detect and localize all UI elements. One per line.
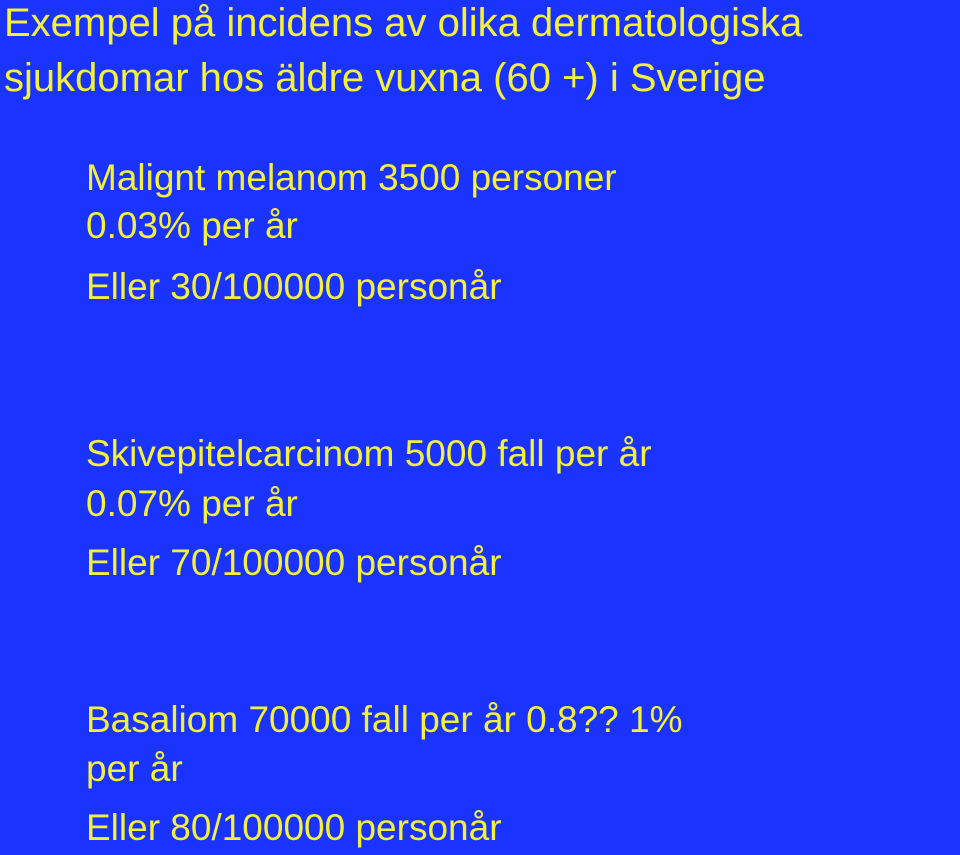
melanoma-percent: 0.03% per år [86,205,298,246]
basalioma-rate: Eller 80/100000 personår [86,807,502,848]
squamous-count: Skivepitelcarcinom 5000 fall per år [86,433,652,474]
melanoma-count: Malignt melanom 3500 personer [86,157,617,198]
squamous-percent: 0.07% per år [86,483,298,524]
squamous-rate: Eller 70/100000 personår [86,542,502,583]
basalioma-percent: per år [86,748,183,789]
slide-title-line-2: sjukdomar hos äldre vuxna (60 +) i Sverige [4,56,766,100]
melanoma-rate: Eller 30/100000 personår [86,266,502,307]
basalioma-count: Basaliom 70000 fall per år 0.8?? 1% [86,699,683,740]
slide-title-line-1: Exempel på incidens av olika dermatologiska [4,1,803,45]
